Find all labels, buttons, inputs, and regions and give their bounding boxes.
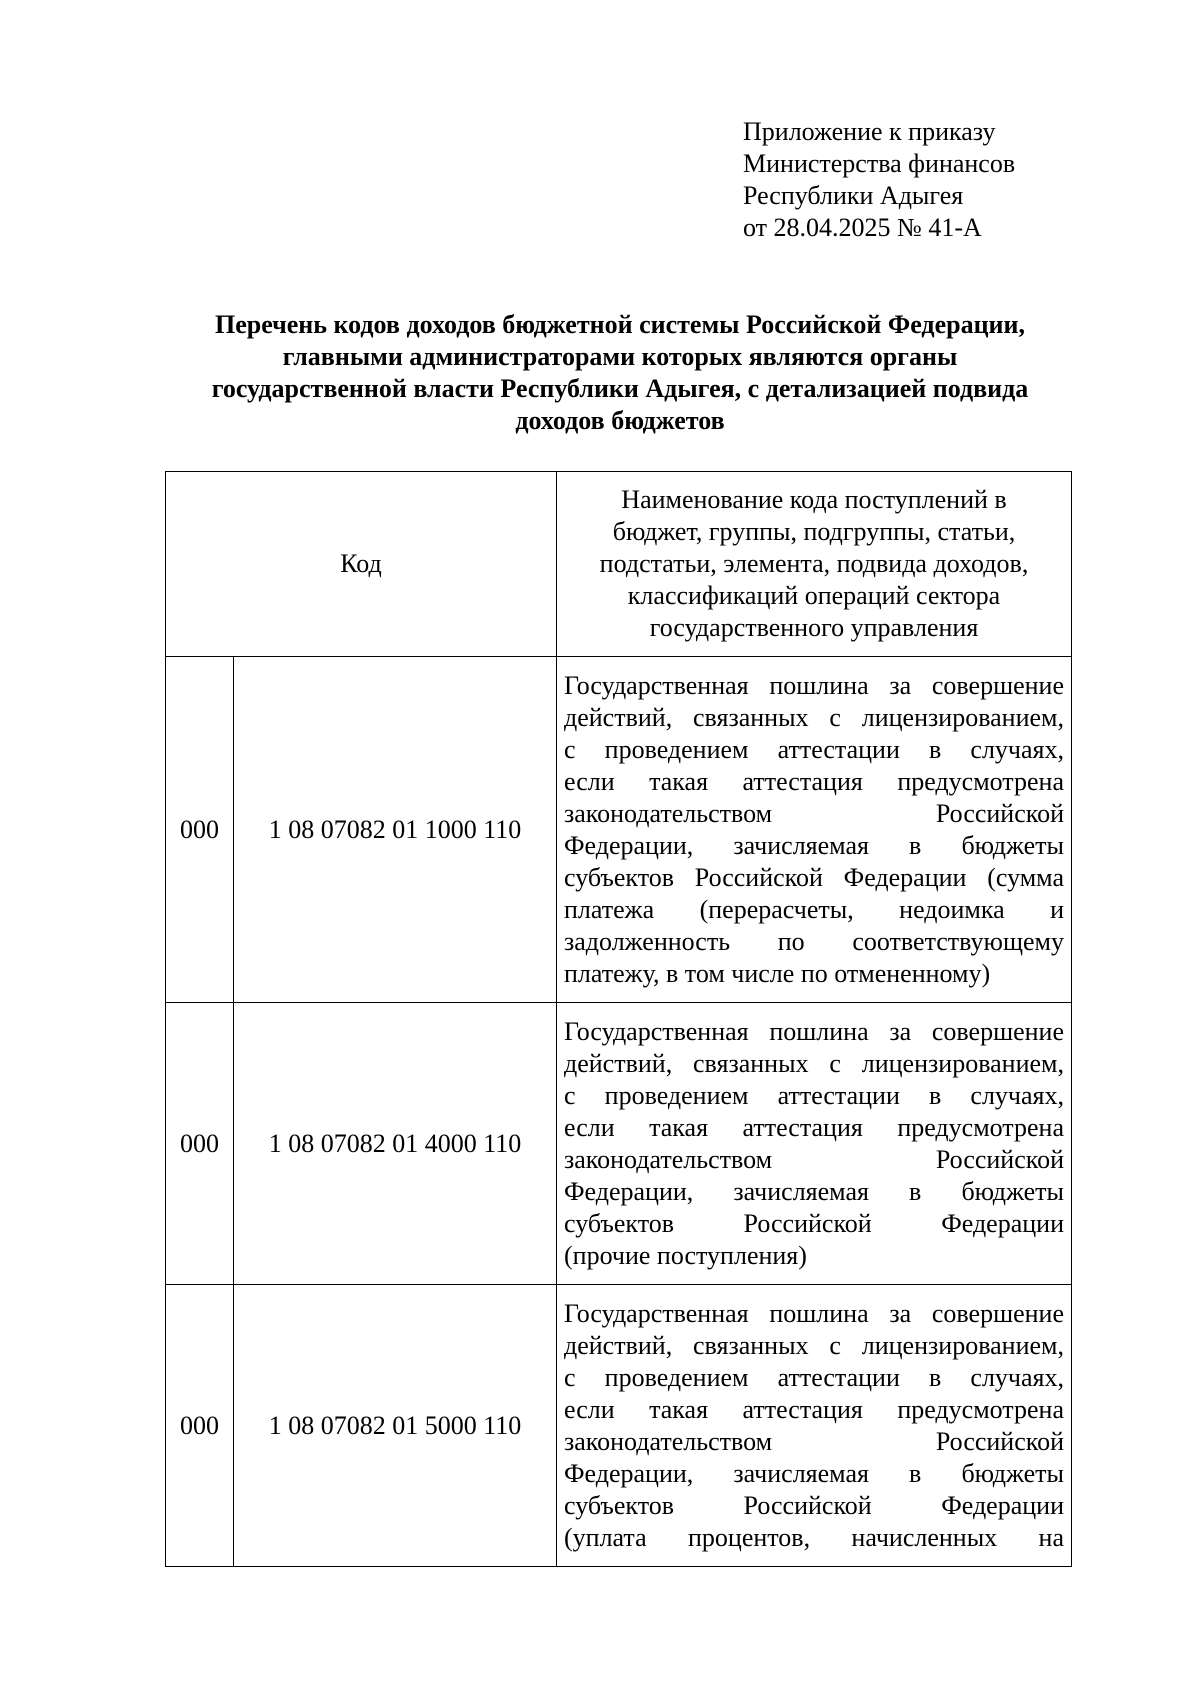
name-line: законодательством Российской xyxy=(564,1426,1064,1456)
name-line: Федерации, зачисляемая в бюджеты xyxy=(564,830,1064,860)
appendix-line: Министерства финансов xyxy=(743,149,1016,178)
income-code-cell: 1 08 07082 01 4000 110 xyxy=(234,1003,557,1285)
name-line: с проведением аттестации в случаях, xyxy=(564,1362,1064,1392)
name-line: субъектов Российской Федерации xyxy=(564,1208,1064,1238)
name-line: законодательством Российской xyxy=(564,1144,1064,1174)
income-code-cell: 1 08 07082 01 5000 110 xyxy=(234,1285,557,1567)
name-line: с проведением аттестации в случаях, xyxy=(564,734,1064,764)
name-line: если такая аттестация предусмотрена xyxy=(564,1112,1064,1142)
name-line: Государственная пошлина за совершение xyxy=(564,1298,1064,1328)
name-line: действий, связанных с лицензированием, xyxy=(564,702,1064,732)
name-line: субъектов Российской Федерации xyxy=(564,1490,1064,1520)
name-line: (уплата процентов, начисленных на xyxy=(564,1522,1064,1552)
income-name-cell xyxy=(557,1003,1072,1285)
document-title xyxy=(160,309,1080,437)
title-line: доходов бюджетов xyxy=(515,406,725,435)
name-line: Федерации, зачисляемая в бюджеты xyxy=(564,1458,1064,1488)
name-line: субъектов Российской Федерации (сумма xyxy=(564,862,1064,892)
income-code-cell: 1 08 07082 01 1000 110 xyxy=(234,657,557,1003)
name-header-line: государственного управления xyxy=(649,613,979,642)
name-line: если такая аттестация предусмотрена xyxy=(564,766,1064,796)
name-line: с проведением аттестации в случаях, xyxy=(564,1080,1064,1110)
admin-code-cell: 000 xyxy=(166,1285,234,1567)
code-column-header: Код xyxy=(166,472,557,657)
admin-code-cell: 000 xyxy=(166,1003,234,1285)
name-column-header xyxy=(557,472,1072,657)
appendix-note xyxy=(743,116,1015,244)
name-header-line: классификаций операций сектора xyxy=(627,581,1001,610)
title-line: государственной власти Республики Адыгея, с детализацией подвида xyxy=(211,374,1029,403)
name-line: задолженность по соответствующему xyxy=(564,926,1064,956)
table-row xyxy=(166,1003,1072,1285)
income-codes-table xyxy=(165,471,1072,1567)
name-line: платежу, в том числе по отмененному) xyxy=(564,958,991,988)
appendix-line: Республики Адыгея xyxy=(743,181,964,210)
appendix-line: от 28.04.2025 № 41-А xyxy=(743,213,982,242)
table-row xyxy=(166,657,1072,1003)
name-header-line: Наименование кода поступлений в xyxy=(621,485,1007,514)
name-line: Государственная пошлина за совершение xyxy=(564,1016,1064,1046)
name-line: если такая аттестация предусмотрена xyxy=(564,1394,1064,1424)
name-header-line: подстатьи, элемента, подвида доходов, xyxy=(599,549,1029,578)
title-line: Перечень кодов доходов бюджетной системы Российской Федерации, xyxy=(214,310,1026,339)
income-name-cell xyxy=(557,657,1072,1003)
name-line: платежа (перерасчеты, недоимка и xyxy=(564,894,1064,924)
name-line: Государственная пошлина за совершение xyxy=(564,670,1064,700)
name-header-line: бюджет, группы, подгруппы, статьи, xyxy=(612,517,1016,546)
name-line: действий, связанных с лицензированием, xyxy=(564,1330,1064,1360)
name-line: (прочие поступления) xyxy=(564,1240,807,1270)
income-name-cell xyxy=(557,1285,1072,1567)
appendix-line: Приложение к приказу xyxy=(743,117,996,146)
name-line: действий, связанных с лицензированием, xyxy=(564,1048,1064,1078)
name-line: Федерации, зачисляемая в бюджеты xyxy=(564,1176,1064,1206)
admin-code-cell: 000 xyxy=(166,657,234,1003)
table-header-row xyxy=(166,472,1072,657)
table-row xyxy=(166,1285,1072,1567)
title-line: главными администраторами которых являются органы xyxy=(282,342,958,371)
name-line: законодательством Российской xyxy=(564,798,1064,828)
